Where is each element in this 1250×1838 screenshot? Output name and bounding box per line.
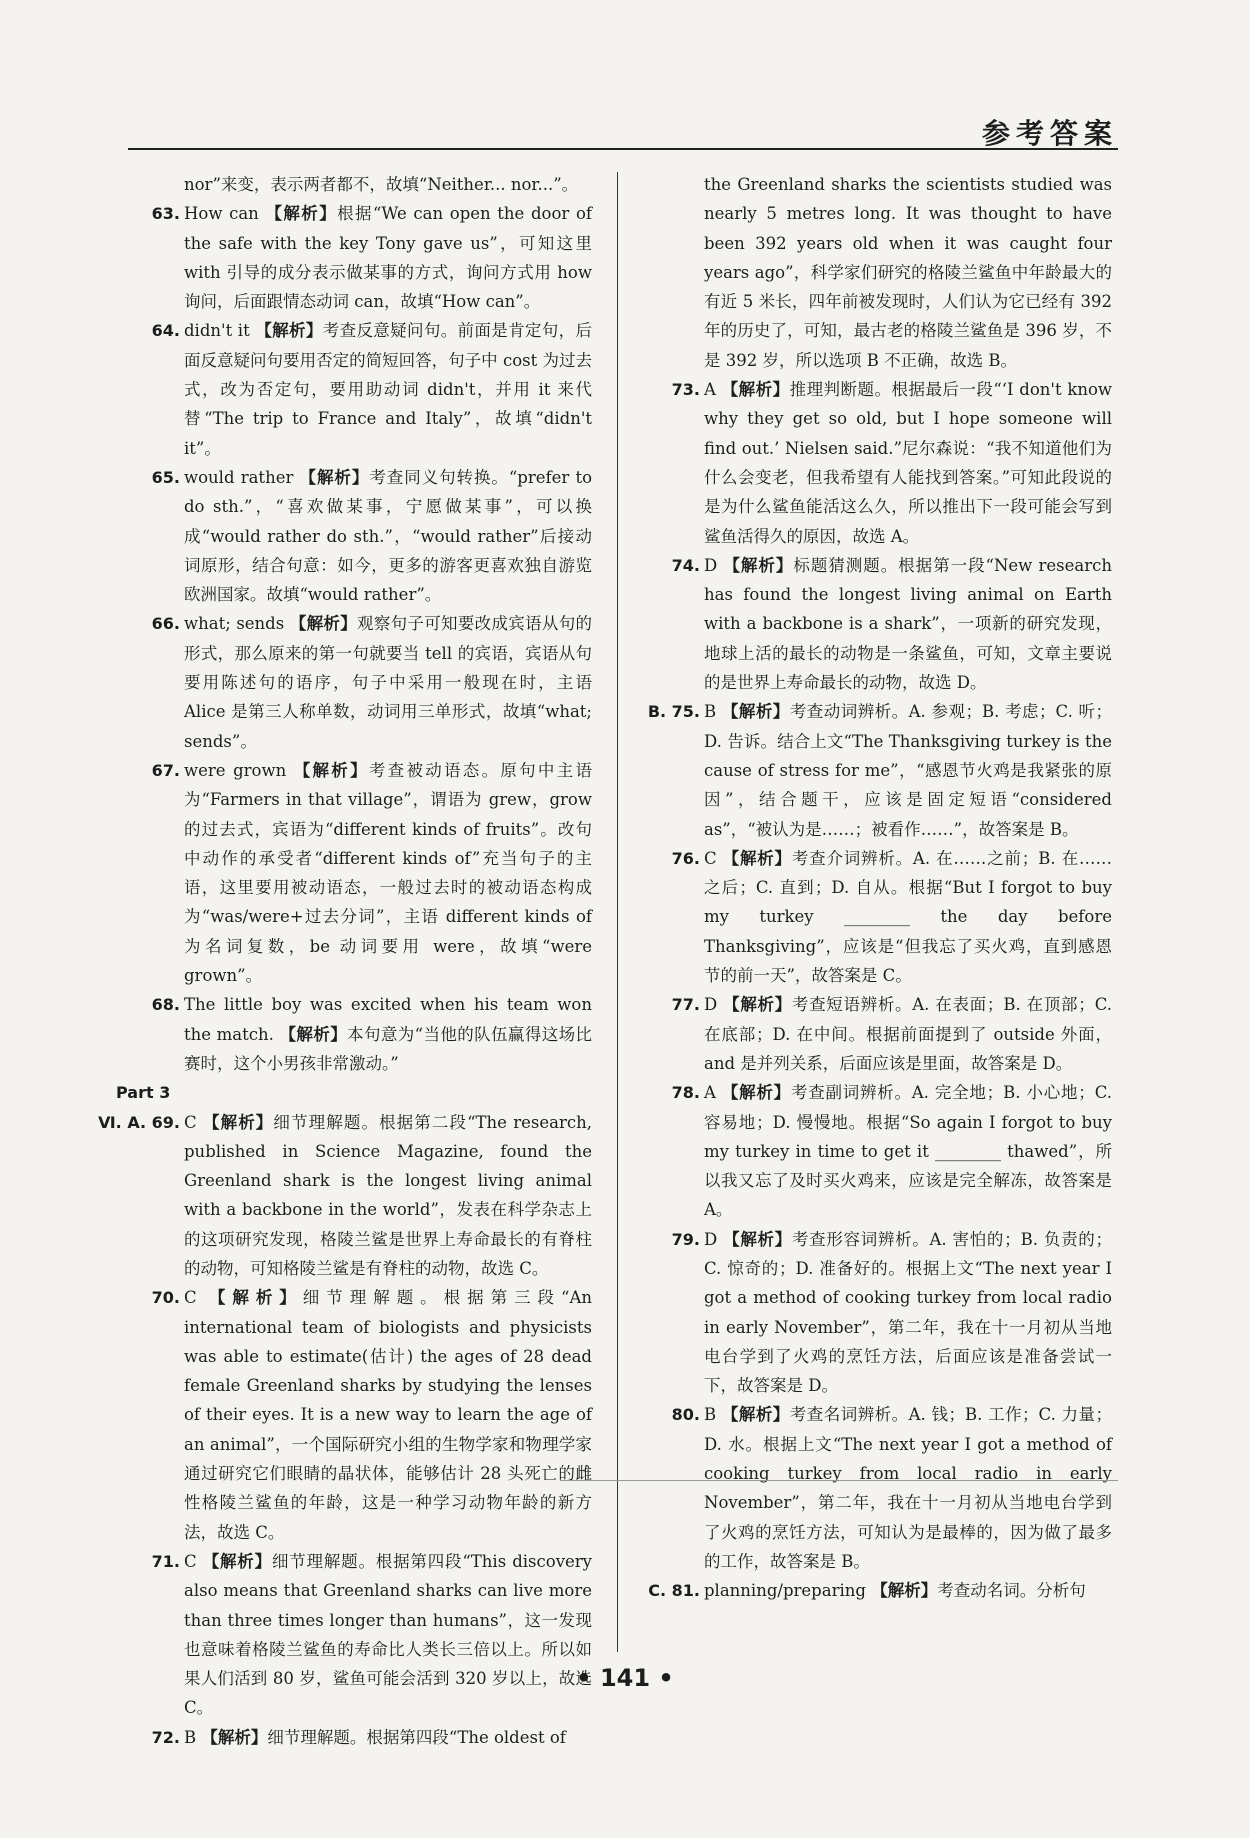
answer-entry — [116, 1547, 592, 1723]
answer-entry — [98, 1108, 592, 1284]
analysis-tag: 【解析】 — [299, 467, 370, 487]
answer-entry — [636, 375, 1112, 551]
answer-key: what; sends — [184, 614, 285, 634]
question-number: B. 75. — [647, 702, 700, 722]
answer-continuation: the Greenland sharks the scientists studied was nearly 5 metres long. It was thought to have been 392 years old when it was caught four years ago”，科学家们研究的格陵兰鲨鱼中年龄最大的有近 5 米长，四年前被发现时，人们认为它已经有 392 年的历史了，可知，最古老的格陵兰鲨鱼是 396 岁，不是 392 岁，所以选项 B 不正确，故选 B。 — [704, 175, 1112, 370]
answer-entry — [116, 609, 592, 755]
right-column — [636, 170, 1112, 1606]
question-number: 70. — [151, 1288, 180, 1308]
analysis-tag: 【解析】 — [202, 1551, 272, 1571]
answer-entry — [636, 551, 1112, 697]
analysis-tag: 【解析】 — [265, 204, 338, 224]
analysis-text: 本句意为“当他的队伍赢得这场比赛时，这个小男孩非常激动。” — [184, 1024, 592, 1073]
analysis-text: 考查名词辨析。A. 钱；B. 工作；C. 力量；D. 水。根据上文“The next year I got a method of cooking turkey from local radio in early November”，第二年，我在十一月初从当地电台学到了火鸡的烹饪方法，可知认为是最棒的，因为做了最多的工作，故答案是 B。 — [704, 1405, 1113, 1571]
answer-key: didn't it — [184, 321, 250, 341]
answer-entry — [636, 697, 1112, 843]
answer-key: were grown — [184, 760, 287, 780]
analysis-tag: 【解析】 — [721, 380, 790, 400]
question-number: Ⅵ. A. 69. — [98, 1112, 180, 1132]
answer-key: D — [704, 555, 718, 575]
answer-entry — [636, 1078, 1112, 1224]
analysis-tag: 【解析】 — [721, 1405, 790, 1425]
answer-key: planning/preparing — [704, 1581, 866, 1601]
answer-entry — [116, 463, 592, 609]
answer-key: B — [704, 702, 717, 722]
question-number: 80. — [671, 1405, 700, 1425]
analysis-text: 考查形容词辨析。A. 害怕的；B. 负责的；C. 惊奇的；D. 准备好的。根据上文“The next year I got a method of cooking turkey from local radio in early November”，第二年，我在十一月初从当地电台学到了火鸡的烹饪方法，后面应该是准备尝试一下，故答案是 D。 — [704, 1229, 1112, 1396]
analysis-text: 考查被动语态。原句中主语为“Farmers in that village”，谓语为 grew，grow 的过去式，宾语为“different kinds of fruits”。改句中动作的承受者“different kinds of”充当句子的主语，这里要用被动语态，一般过去时的被动语态构成为“was/were+过去分词”，主语 different kinds of 为名词复数，be 动词要用 were，故填“were grown”。 — [184, 760, 592, 986]
analysis-text: 考查短语辨析。A. 在表面；B. 在顶部；C. 在底部；D. 在中间。根据前面提到了 outside 外面，and 是并列关系，后面应该是里面，故答案是 D。 — [704, 995, 1113, 1073]
answer-key: D — [704, 1229, 718, 1249]
question-number: 72. — [151, 1727, 180, 1747]
footer-rule — [560, 1480, 1118, 1481]
question-number: 76. — [671, 848, 700, 868]
analysis-tag: 【解析】 — [721, 702, 790, 722]
part-heading: Part 3 — [116, 1083, 171, 1103]
question-number: 73. — [671, 380, 700, 400]
question-number: C. 81. — [648, 1581, 700, 1601]
analysis-tag: 【解析】 — [202, 1112, 274, 1132]
analysis-text: 考查介词辨析。A. 在……之前；B. 在……之后；C. 直到；D. 自从。根据“But I forgot to buy my turkey ________ the day before Thanksgiving”，应该是“但我忘了买火鸡，直到感恩节的前一天”，故答案是 C。 — [704, 848, 1113, 986]
answer-entry — [116, 1723, 592, 1752]
analysis-tag: 【解析】 — [721, 1083, 791, 1103]
answer-entry — [116, 199, 592, 316]
answer-key: B — [184, 1727, 197, 1747]
answer-continuation: nor”来变，表示两者都不，故填“Neither... nor...”。 — [184, 175, 579, 194]
analysis-text: 考查同义句转换。“prefer to do sth.”，“喜欢做某事，宁愿做某事”，可以换成“would rather do sth.”，“would rather”后接动词原形，结合句意：如今，更多的游客更喜欢独自游览欧洲国家。故填“would rather”。 — [184, 467, 593, 605]
analysis-text: 考查反意疑问句。前面是肯定句，后面反意疑问句要用否定的简短回答，句子中 cost 为过去式，改为否定句，要用助动词 didn't，并用 it 来代替“The trip to France and Italy”，故填“didn't it”。 — [184, 321, 593, 458]
answer-key: C — [184, 1288, 197, 1308]
page-header-title: 参考答案 — [981, 117, 1118, 150]
answer-entry — [636, 1400, 1112, 1576]
answer-key: The little boy was excited when his team won the match. — [184, 995, 592, 1044]
question-number: 63. — [151, 204, 180, 224]
analysis-tag: 【解析】 — [723, 1229, 792, 1249]
answer-entry — [636, 1225, 1112, 1401]
left-column — [98, 170, 593, 1752]
answer-key: C — [184, 1551, 197, 1571]
question-number: 77. — [671, 995, 700, 1015]
analysis-text: 细节理解题。根据第三段“An international team of biologists and physicists was able to estimate(估计) the ages of 28 dead female Greenland sharks by studying the lenses of their eyes. It is a new way to learn the age of an animal”，一个国际研究小组的生物学家和物理学家通过研究它们眼睛的晶状体，能够估计 28 头死亡的雌性格陵兰鲨鱼的年龄，这是一种学习动物年龄的新方法，故选 C。 — [184, 1288, 593, 1542]
answer-entry — [116, 990, 592, 1078]
answer-entry — [116, 316, 592, 462]
analysis-text: 考查副词辨析。A. 完全地；B. 小心地；C. 容易地；D. 慢慢地。根据“So again I forgot to buy my turkey in time to get it ________ thawed”，所以我又忘了及时买火鸡来，应该是完全解冻，故答案是 A。 — [704, 1083, 1113, 1220]
question-number: 79. — [671, 1229, 700, 1249]
analysis-text: 推理判断题。根据最后一段“‘I don't know why they get so old, but I hope someone will find out.’ Nielsen said.”尼尔森说：“我不知道他们为什么会变老，但我希望有人能找到答案。”可知此段说的是为什么鲨鱼能活这么久，所以推出下一段可能会写到鲨鱼活得久的原因，故选 A。 — [704, 380, 1112, 546]
analysis-text: 细节理解题。根据第二段“The research, published in Science Magazine, found the Greenland shark is the longest living animal with a backbone in the world”，发表在科学杂志上的这项研究发现，格陵兰鲨是世界上寿命最长的有脊柱的动物，可知格陵兰鲨是有脊柱的动物，故选 C。 — [184, 1112, 592, 1278]
analysis-tag: 【解析】 — [293, 760, 369, 780]
analysis-tag: 【解析】 — [871, 1581, 938, 1601]
analysis-tag: 【解析】 — [279, 1024, 348, 1044]
header-rule — [128, 148, 1118, 150]
analysis-tag: 【解析】 — [201, 1727, 268, 1747]
answer-key: How can — [184, 204, 259, 224]
question-number: 74. — [671, 555, 700, 575]
analysis-tag: 【解析】 — [208, 1288, 303, 1308]
answer-key: A — [704, 380, 716, 400]
answer-entry — [116, 1283, 592, 1547]
answer-entry — [636, 1576, 1112, 1605]
analysis-text: 考查动名词。分析句 — [937, 1581, 1086, 1601]
question-number: 64. — [151, 321, 180, 341]
analysis-text: 观察句子可知要改成宾语从句的形式，那么原来的第一句就要当 tell 的宾语，宾语从句要用陈述句的语序，句子中采用一般现在时，主语 Alice 是第三人称单数，动词用三单形式，故填“what; sends”。 — [184, 614, 593, 751]
answer-entry — [636, 844, 1112, 990]
column-divider — [617, 172, 618, 1652]
page-number: • 141 • — [576, 1664, 674, 1692]
analysis-text: 细节理解题。根据第四段“The oldest of — [267, 1727, 566, 1747]
answer-key: B — [704, 1405, 717, 1425]
analysis-text: 考查动词辨析。A. 参观；B. 考虑；C. 听；D. 告诉。结合上文“The Thanksgiving turkey is the cause of stress for me”，“感恩节火鸡是我紧张的原因”，结合题干，应该是固定短语“considered as”，“被认为是……；被看作……”，故答案是 B。 — [704, 702, 1113, 839]
answer-key: C — [184, 1112, 197, 1132]
question-number: 68. — [151, 995, 180, 1015]
answer-key: D — [704, 995, 718, 1015]
answer-entry — [636, 990, 1112, 1078]
question-number: 65. — [151, 467, 180, 487]
analysis-tag: 【解析】 — [722, 848, 792, 868]
answer-key: C — [704, 848, 717, 868]
analysis-text: 根据“We can open the door of the safe with the key Tony gave us”，可知这里 with 引导的成分表示做某事的方式，询问方式用 how 询问，后面跟情态动词 can，故填“How can”。 — [184, 204, 592, 312]
question-number: 71. — [151, 1551, 180, 1571]
question-number: 67. — [151, 760, 180, 780]
analysis-text: 标题猜测题。根据第一段“New research has found the longest living animal on Earth with a backbone is a shark”，一项新的研究发现，地球上活的最长的动物是一条鲨鱼，可知，文章主要说的是世界上寿命最长的动物，故选 D。 — [704, 555, 1112, 693]
question-number: 66. — [151, 614, 180, 634]
answer-key: A — [704, 1083, 716, 1103]
analysis-tag: 【解析】 — [723, 555, 794, 575]
analysis-tag: 【解析】 — [723, 995, 792, 1015]
answer-key: would rather — [184, 467, 294, 487]
analysis-tag: 【解析】 — [255, 321, 323, 341]
question-number: 78. — [671, 1083, 700, 1103]
analysis-text: 细节理解题。根据第四段“This discovery also means that Greenland sharks can live more than three times longer than humans”，这一发现也意味着格陵兰鲨鱼的寿命比人类长三倍以上。所以如果人们活到 80 岁，鲨鱼可能会活到 320 岁以上，故选 C。 — [184, 1551, 592, 1718]
answer-entry — [116, 756, 592, 990]
analysis-tag: 【解析】 — [289, 614, 358, 634]
